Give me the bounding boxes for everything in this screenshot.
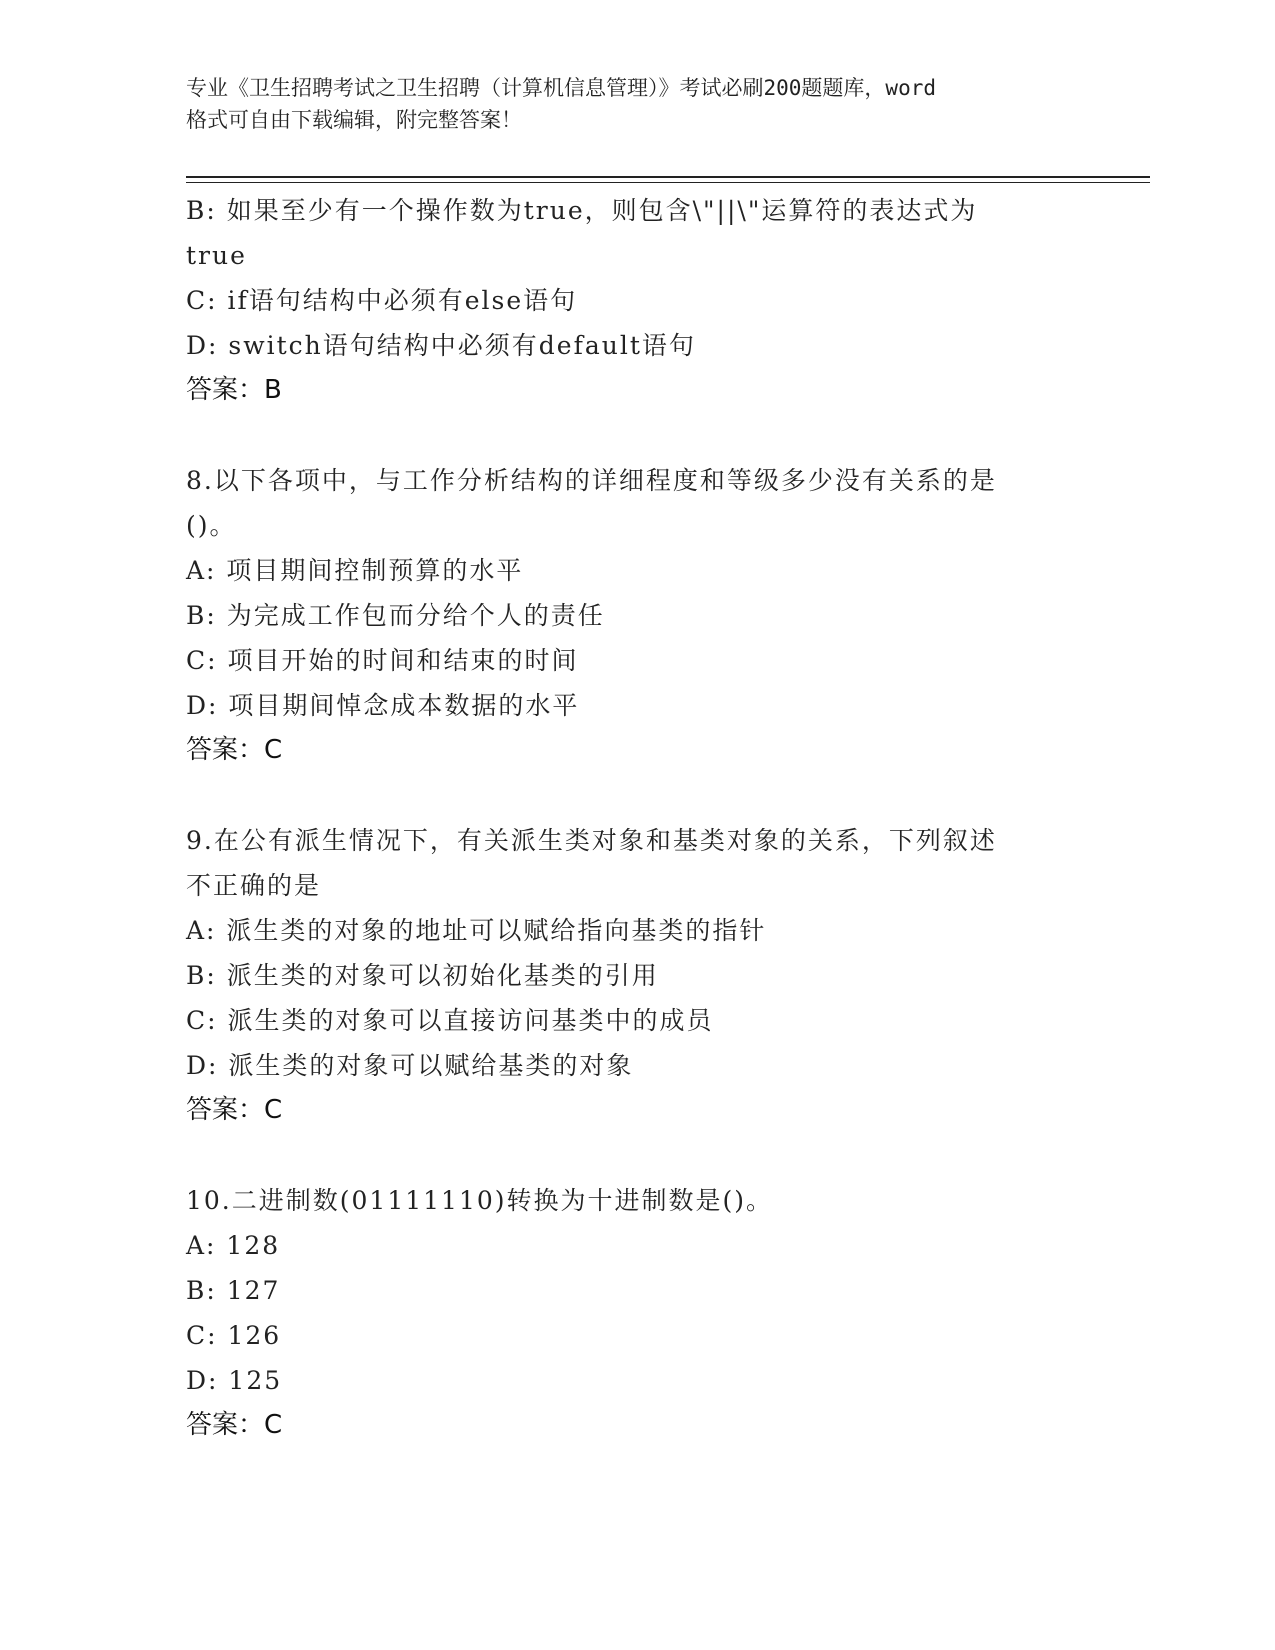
option-a: A: 项目期间控制预算的水平 (186, 556, 524, 585)
option-d: D: 派生类的对象可以赋给基类的对象 (186, 1051, 634, 1080)
question-stem-line-2: 不正确的是 (186, 871, 322, 900)
question-stem-line-1: 8.以下各项中，与工作分析结构的详细程度和等级多少没有关系的是 (186, 466, 997, 495)
option-b-line-2: true (186, 241, 247, 270)
question-list (186, 188, 1086, 1448)
answer-label: 答案：C (186, 1095, 283, 1125)
option-b: B: 为完成工作包而分给个人的责任 (186, 601, 605, 630)
option-c: C: if语句结构中必须有else语句 (186, 286, 578, 315)
question-spacer (186, 773, 1086, 818)
answer-label: 答案：C (186, 735, 283, 765)
answer-label: 答案：C (186, 1410, 283, 1440)
header-divider-thick (186, 176, 1150, 178)
header-title-line-2: 格式可自由下载编辑，附完整答案！ (186, 108, 522, 132)
question-10 (186, 1178, 1086, 1448)
question-spacer (186, 413, 1086, 458)
question-8 (186, 458, 1086, 773)
option-a: A: 派生类的对象的地址可以赋给指向基类的指针 (186, 916, 767, 945)
option-b-line-1: B: 如果至少有一个操作数为true，则包含\"||\"运算符的表达式为 (186, 196, 978, 225)
question-spacer (186, 1133, 1086, 1178)
option-c: C: 项目开始的时间和结束的时间 (186, 646, 579, 675)
option-c: C: 126 (186, 1321, 282, 1350)
question-7 (186, 188, 1086, 413)
answer-label: 答案：B (186, 375, 282, 405)
question-stem: 10.二进制数(01111110)转换为十进制数是()。 (186, 1186, 774, 1215)
question-stem-line-2: ()。 (186, 511, 237, 540)
option-b: B: 派生类的对象可以初始化基类的引用 (186, 961, 659, 990)
option-d: D: switch语句结构中必须有default语句 (186, 331, 696, 360)
option-d: D: 125 (186, 1366, 283, 1395)
option-d: D: 项目期间悼念成本数据的水平 (186, 691, 580, 720)
question-stem-line-1: 9.在公有派生情况下，有关派生类对象和基类对象的关系，下列叙述 (186, 826, 997, 855)
question-9 (186, 818, 1086, 1133)
option-b: B: 127 (186, 1276, 281, 1305)
option-a: A: 128 (186, 1231, 281, 1260)
header-divider-thin (186, 182, 1150, 183)
option-c: C: 派生类的对象可以直接访问基类中的成员 (186, 1006, 714, 1035)
document-header (186, 72, 1086, 136)
header-title-line-1: 专业《卫生招聘考试之卫生招聘（计算机信息管理）》考试必刷200题题库，word (186, 76, 936, 100)
